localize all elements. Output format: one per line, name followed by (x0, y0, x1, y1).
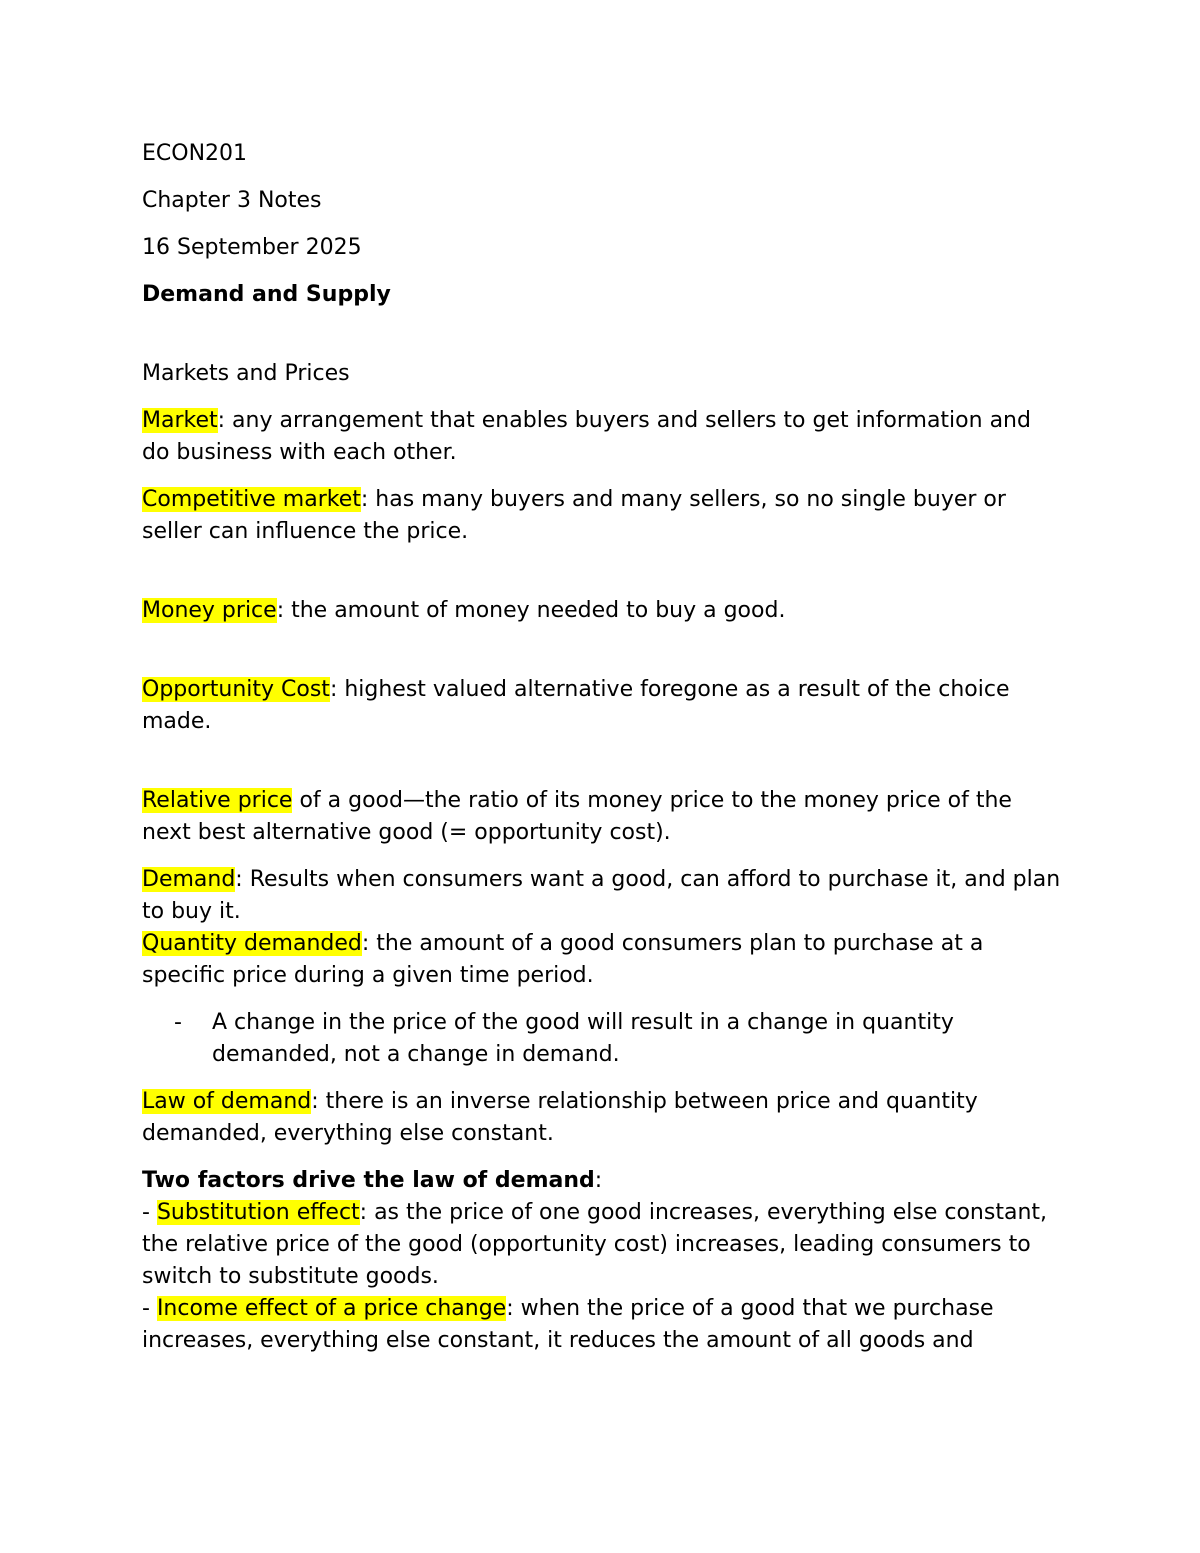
term-highlight: Demand (142, 867, 236, 892)
definition-text: : any arrangement that enables buyers and sellers to get information and do business with each other. (142, 408, 1031, 465)
term-highlight: Opportunity Cost (142, 677, 330, 702)
course-code: ECON201 (142, 141, 248, 166)
definition-relative-price (142, 785, 1062, 849)
definition-opportunity-cost (142, 674, 1062, 738)
document-title: Demand and Supply (142, 282, 391, 307)
factor-substitution-effect (142, 1197, 1062, 1293)
factor-text: : when the price of a good that we purchase increases, everything else constant, it reduces the amount of all goods and (142, 1296, 994, 1353)
factor-prefix: - (142, 1296, 157, 1321)
term-highlight: Income effect of a price change (156, 1296, 507, 1321)
term-highlight: Law of demand (142, 1089, 312, 1114)
definition-demand (142, 864, 1062, 928)
definition-text: : the amount of a good consumers plan to purchase at a specific price during a given time period. (142, 931, 984, 988)
note-date: 16 September 2025 (142, 235, 362, 260)
definition-competitive-market (142, 484, 1062, 548)
section-heading: Markets and Prices (142, 361, 350, 386)
definition-text: : has many buyers and many sellers, so no single buyer or seller can influence the price. (142, 487, 1006, 544)
definition-text: : the amount of money needed to buy a good. (276, 598, 786, 623)
bullet-marker: - (174, 1010, 182, 1035)
definition-text: : Results when consumers want a good, can afford to purchase it, and plan to buy it. (142, 867, 1061, 924)
term-highlight: Competitive market (142, 487, 361, 512)
factors-heading-suffix: : (594, 1168, 603, 1193)
definition-quantity-demanded (142, 928, 1062, 992)
bullet-item (142, 1007, 1062, 1071)
definition-market (142, 405, 1062, 469)
factors-heading (142, 1165, 1062, 1197)
term-highlight: Relative price (142, 788, 293, 813)
definition-text: of a good—the ratio of its money price to the money price of the next best alternative good (= opportunity cost). (142, 788, 1012, 845)
factors-heading-text: Two factors drive the law of demand (142, 1168, 595, 1193)
definition-text: : highest valued alternative foregone as a result of the choice made. (142, 677, 1010, 734)
factor-prefix: - (142, 1200, 157, 1225)
term-highlight: Quantity demanded (142, 931, 362, 956)
term-highlight: Market (142, 408, 218, 433)
definition-money-price (142, 595, 1062, 627)
term-highlight: Substitution effect (156, 1200, 360, 1225)
definition-law-of-demand (142, 1086, 1062, 1150)
document-body (142, 138, 1062, 1357)
chapter-title: Chapter 3 Notes (142, 188, 322, 213)
bullet-text: A change in the price of the good will result in a change in quantity demanded, not a change in demand. (212, 1010, 954, 1067)
factor-income-effect (142, 1293, 1062, 1357)
factor-text: : as the price of one good increases, everything else constant, the relative price of the good (opportunity cost) increases, leading consumers to switch to substitute goods. (142, 1200, 1048, 1289)
term-highlight: Money price (142, 598, 277, 623)
definition-text: : there is an inverse relationship between price and quantity demanded, everything else constant. (142, 1089, 978, 1146)
